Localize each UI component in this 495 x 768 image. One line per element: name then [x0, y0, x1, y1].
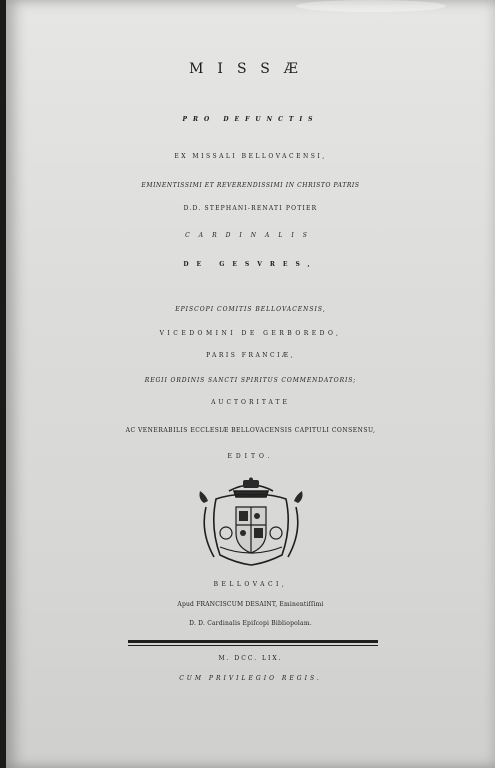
imprint-city: BELLOVACI,	[213, 581, 288, 588]
cardinalis-line: CARDINALIS	[185, 232, 316, 239]
vicedomini-line: VICEDOMINI DE GERBOREDO,	[159, 330, 342, 337]
double-rule-thin	[128, 645, 378, 646]
imprint-year: M. DCC. LIX.	[218, 655, 283, 662]
cardinal-name: D.D. STEPHANI-RENATI POTIER	[183, 205, 318, 212]
book-subtitle: PRO DEFUNCTIS	[182, 116, 319, 123]
coat-of-arms-icon	[196, 477, 306, 567]
edito-line: EDITO.	[227, 453, 274, 460]
paper-stain	[296, 0, 446, 12]
imprint-privilege: CUM PRIVILEGIO REGIS.	[179, 675, 322, 682]
cardinal-surname: DE GESVRES,	[183, 261, 318, 268]
consensu-line: AC VENERABILIS ECCLESIÆ BELLOVACENSIS CAPITULI CONSENSU,	[125, 427, 376, 434]
source-line: EX MISSALI BELLOVACENSI,	[174, 153, 327, 160]
double-rule-thick	[128, 640, 378, 643]
imprint-printer: Apud FRANCISCUM DESAINT, Eminentiſſimi	[177, 601, 324, 608]
paris-line: PARIS FRANCIÆ,	[206, 352, 295, 359]
episcopi-line: EPISCOPI COMITIS BELLOVACENSIS,	[175, 306, 326, 313]
regii-line: REGII ORDINIS SANCTI SPIRITUS COMMENDATORIS;	[144, 377, 357, 384]
title-page	[6, 0, 495, 768]
auctoritate-line: AUCTORITATE	[211, 399, 290, 406]
book-title: MISSÆ	[189, 61, 312, 77]
eminence-line: EMINENTISSIMI ET REVERENDISSIMI IN CHRISTO PATRIS	[141, 182, 360, 189]
imprint-printer-role: D. D. Cardinalis Epiſcopi Bibliopolam.	[189, 620, 312, 627]
